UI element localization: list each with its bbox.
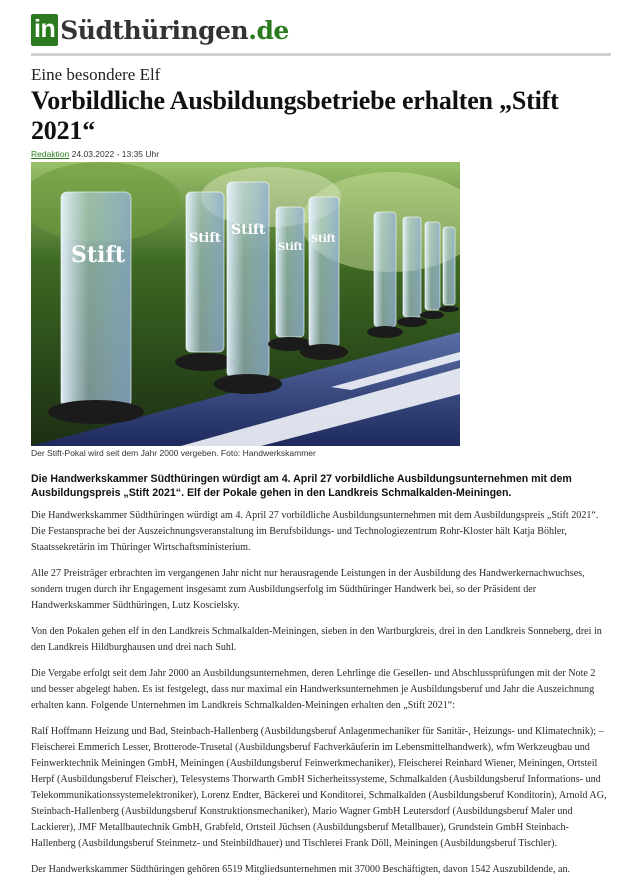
article-lead: Die Handwerkskammer Südthüringen würdigt am 4. April 27 vorbildliche Ausbildungsunternehmen mit dem Ausbildungspreis „Stift 2021“. Elf der Pokale gehen in den Landkreis Schmalkalden-Meiningen. — [31, 473, 572, 499]
trophy-label: Stift — [311, 234, 336, 245]
site-logo[interactable] — [31, 12, 612, 48]
body-paragraph: Von den Pokalen gehen elf in den Landkreis Schmalkalden-Meiningen, sieben in den Wartburgkreis, drei in den Landkreis Sonneberg, drei in den Landkreis Hildburghausen und drei nach Suhl. — [31, 626, 602, 654]
logo-in-badge: in — [31, 14, 58, 46]
logo-tld: .de — [248, 15, 289, 45]
body-paragraph: Alle 27 Preisträger erbrachten im vergangenen Jahr nicht nur herausragende Leistungen in der Ausbildung des Handwerkernachwuchses, sondern trugen durch ihr Engagement insgesamt zum Ausbildungserfolg im Südthüringer Handwerk bei, so der Präsident der Handwerkskammer Südthüringen, Lutz Koscielsky. — [31, 568, 585, 612]
article-kicker: Eine besondere Elf — [31, 65, 161, 84]
trophy-label: Stift — [189, 231, 221, 246]
trophy-label: Stift — [278, 242, 303, 253]
header-divider — [31, 53, 611, 56]
article-date: 24.03.2022 - 13:35 Uhr — [71, 149, 160, 159]
trophy-label: Stift — [71, 242, 126, 268]
photo-caption: Der Stift-Pokal wird seit dem Jahr 2000 vergeben. Foto: Handwerkskammer — [31, 448, 316, 458]
body-paragraph: Die Vergabe erfolgt seit dem Jahr 2000 an Ausbildungsunternehmen, deren Lehrlinge die Gesellen- und Abschlussprüfungen mit der Note 2 und besser abgelegt haben. Es ist festgelegt, dass nur maximal ein Handwerksunternehmen je Ausbildungsberuf und Jahr die Auszeichnung erhalten kann. Folgende Unternehmen im Landkreis Schmalkalden-Meiningen erhalten den „Stift 2021“: — [31, 668, 596, 712]
body-paragraph: Der Handwerkskammer Südthüringen gehören 6519 Mitgliedsunternehmen mit 37000 Beschäftigten, davon 1542 Auszubildende, an. — [31, 864, 571, 876]
trophy-label: Stift — [231, 222, 266, 238]
author-link[interactable]: Redaktion — [31, 149, 70, 159]
body-paragraph: Die Handwerkskammer Südthüringen würdigt am 4. April 27 vorbildliche Ausbildungsunternehmen mit dem Ausbildungspreis „Stift 2021“. Die Festansprache bei der Auszeichnungsveranstaltung im Berufsbildungs- und Technologiezentrum Rohr-Kloster hält Katja Böhler, Staatssekretärin im Thüringer Wirtschaftsministerium. — [31, 510, 599, 553]
logo-name: Südthüringen — [60, 15, 249, 45]
article-body — [31, 508, 612, 878]
body-paragraph: Ralf Hoffmann Heizung und Bad, Steinbach-Hallenberg (Ausbildungsberuf Anlagenmechaniker für Sanitär-, Heizungs- und Klimatechnik); – Fleischerei Emmerich Lesser, Brotterode-Trusetal (Ausbildungsberuf Fachverkäuferin im Lebensmittelhandwerk), wfm Werkzeugbau und Feinwerktechnik Meiningen GmbH, Meiningen (Ausbildungsberuf Feinwerkmechaniker), Fleischerei Reinhard Wiener, Meiningen, Ortsteil Herpf (Ausbildungsberuf Fleischer), Telesystems Thorwarth GmbH Sicherheitssysteme, Schmalkalden (Ausbildungsberuf Informations- und Telekommunikationssystemelektroniker), Lorenz Endter, Bäckerei und Konditorei, Schmalkalden (Ausbildungsberuf Konditorin), Arnold AG, Steinbach-Hallenberg (Ausbildungsberuf Konstruktionsmechaniker), Mario Wagner GmbH Leutersdorf (Ausbildungsberuf Maler und Lackierer), JMF Metallbautechnik GmbH, Grabfeld, Ortsteil Jüchsen (Ausbildungsberuf Metallbauer), Grundstein GmbH Steinbach-Hallenberg (Ausbildungsberuf Steinmetz- und Steinbildhauer) und Tischlerei Frank Döll, Meiningen (Ausbildungsberuf Tischler). — [31, 726, 607, 850]
article-meta — [31, 149, 612, 159]
article-photo — [31, 162, 460, 446]
article-headline: Vorbildliche Ausbildungsbetriebe erhalten „Stift 2021“ — [31, 86, 559, 145]
trophy-1 — [48, 192, 144, 424]
